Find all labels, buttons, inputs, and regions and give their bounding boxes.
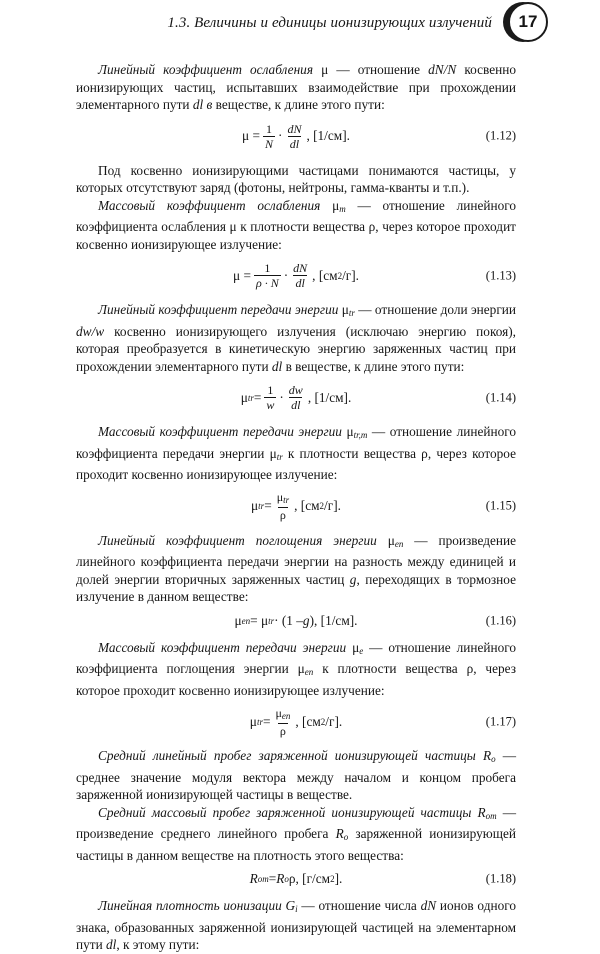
equation-1-12: μ = $\frac{1}{N}$ · $\frac{dN}{dl}$ , [1/см]. (1.12) (242, 121, 516, 151)
page-content (76, 61, 516, 954)
definition-mean-linear-range: Средний линейный пробег заряженной ионизирующей частицы $R_o$ — среднее значение модуля вектора между началом и концом пробега заряженной ионизирующей частицы в веществе. (76, 748, 517, 802)
equation-number: (1.15) (485, 498, 516, 513)
page-number: 17 (508, 2, 548, 42)
equation-1-17: μ tr = $\frac{\mu_{en}}{\rho}$ , [см 2 /г]. (1.17) (249, 705, 516, 738)
page-header (0, 0, 600, 50)
equation-number: (1.17) (485, 714, 516, 728)
equation-1-18: R om = R o ρ , [г/см 2 ]. (1.18) (249, 871, 516, 886)
definition-linear-ionization-density: Линейная плотность ионизации $G_i$ — отношение числа dN ионов одного знака, образованных заряженной ионизирующей частицей на элементарном пути dl, к этому пути: (76, 898, 516, 952)
definition-mean-mass-range: Средний массовый пробег заряженной ионизирующей частицы $R_{om}$ — произведение среднего линейного пробега $R_o$ заряженной ионизирующей частицы в данном веществе на плотность этого вещества: (76, 804, 517, 863)
equation-1-16: μ en = μ tr · (1 – g ), [1/см]. (1.16) (234, 612, 516, 628)
equation-number: (1.16) (485, 613, 516, 627)
equation-number: (1.14) (485, 390, 516, 404)
definition-mass-energy-absorption: Массовый коэффициент передачи энергии $\mu_e$ — отношение линейного коэффициента поглощения энергии $\mu_{en}$ к плотности вещества ρ, через которое проходит косвенно ионизирующее излучение: (76, 639, 517, 698)
equation-1-15: μ tr = $\frac{\mu_{tr}}{\rho}$ , [см 2 /г]. (1.15) (251, 490, 516, 522)
definition-linear-energy-absorption: Линейный коэффициент поглощения энергии $\mu_{en}$ — произведение линейного коэффициента передачи энергии на разность между единицей и долей энергии вторичных заряженных частиц g, переходящих в тормозное излучение в данном веществе: (76, 532, 516, 604)
definition-linear-energy-transfer: Линейный коэффициент передачи энергии $\mu_{tr}$ — отношение доли энергии dw/w косвенно ионизирующего излучения (исключаю энергию покоя), которая преобразуется в кинетическую энергию заряженных частиц при прохождении элементарного пути dl в веществе, к длине этого пути: (76, 302, 517, 374)
note-indirect-particles: Под косвенно ионизирующими частицами понимаются частицы, у которых отсутствуют заряд (фотоны, нейтроны, гамма-кванты и т.п.). (76, 162, 516, 195)
running-title: 1.3. Величины и единицы ионизирующих излучений (167, 15, 492, 31)
definition-linear-attenuation: Линейный коэффициент ослабления μ — отношение dN/N косвенно ионизирующих частиц, испытавших взаимодействие при прохождении элементарного пути dl в веществе, к длине этого пути: (76, 62, 516, 112)
equation-number: (1.13) (485, 268, 516, 282)
equation-number: (1.18) (485, 871, 516, 886)
definition-mass-energy-transfer: Массовый коэффициент передачи энергии $\mu_{tr,m}$ — отношение линейного коэффициента передачи энергии $\mu_{tr}$ к плотности вещества ρ, через которое проходит косвенно ионизирующее излучение: (76, 424, 517, 482)
equation-1-13: μ = $\frac{1}{\rho \cdot N}$ · $\frac{dN}{dl}$ , [см 2 /г]. (1.13) (233, 261, 516, 290)
equation-1-14: μ tr = $\frac{1}{w}$ · $\frac{dw}{dl}$ , [1/см]. (1.14) (240, 383, 516, 412)
equation-number: (1.12) (485, 128, 516, 143)
definition-mass-attenuation: Массовый коэффициент ослабления $\mu_m$ — отношение линейного коэффициента ослабления μ к плотности вещества ρ, через которое проходит косвенно ионизирующее излучение: (76, 197, 516, 252)
